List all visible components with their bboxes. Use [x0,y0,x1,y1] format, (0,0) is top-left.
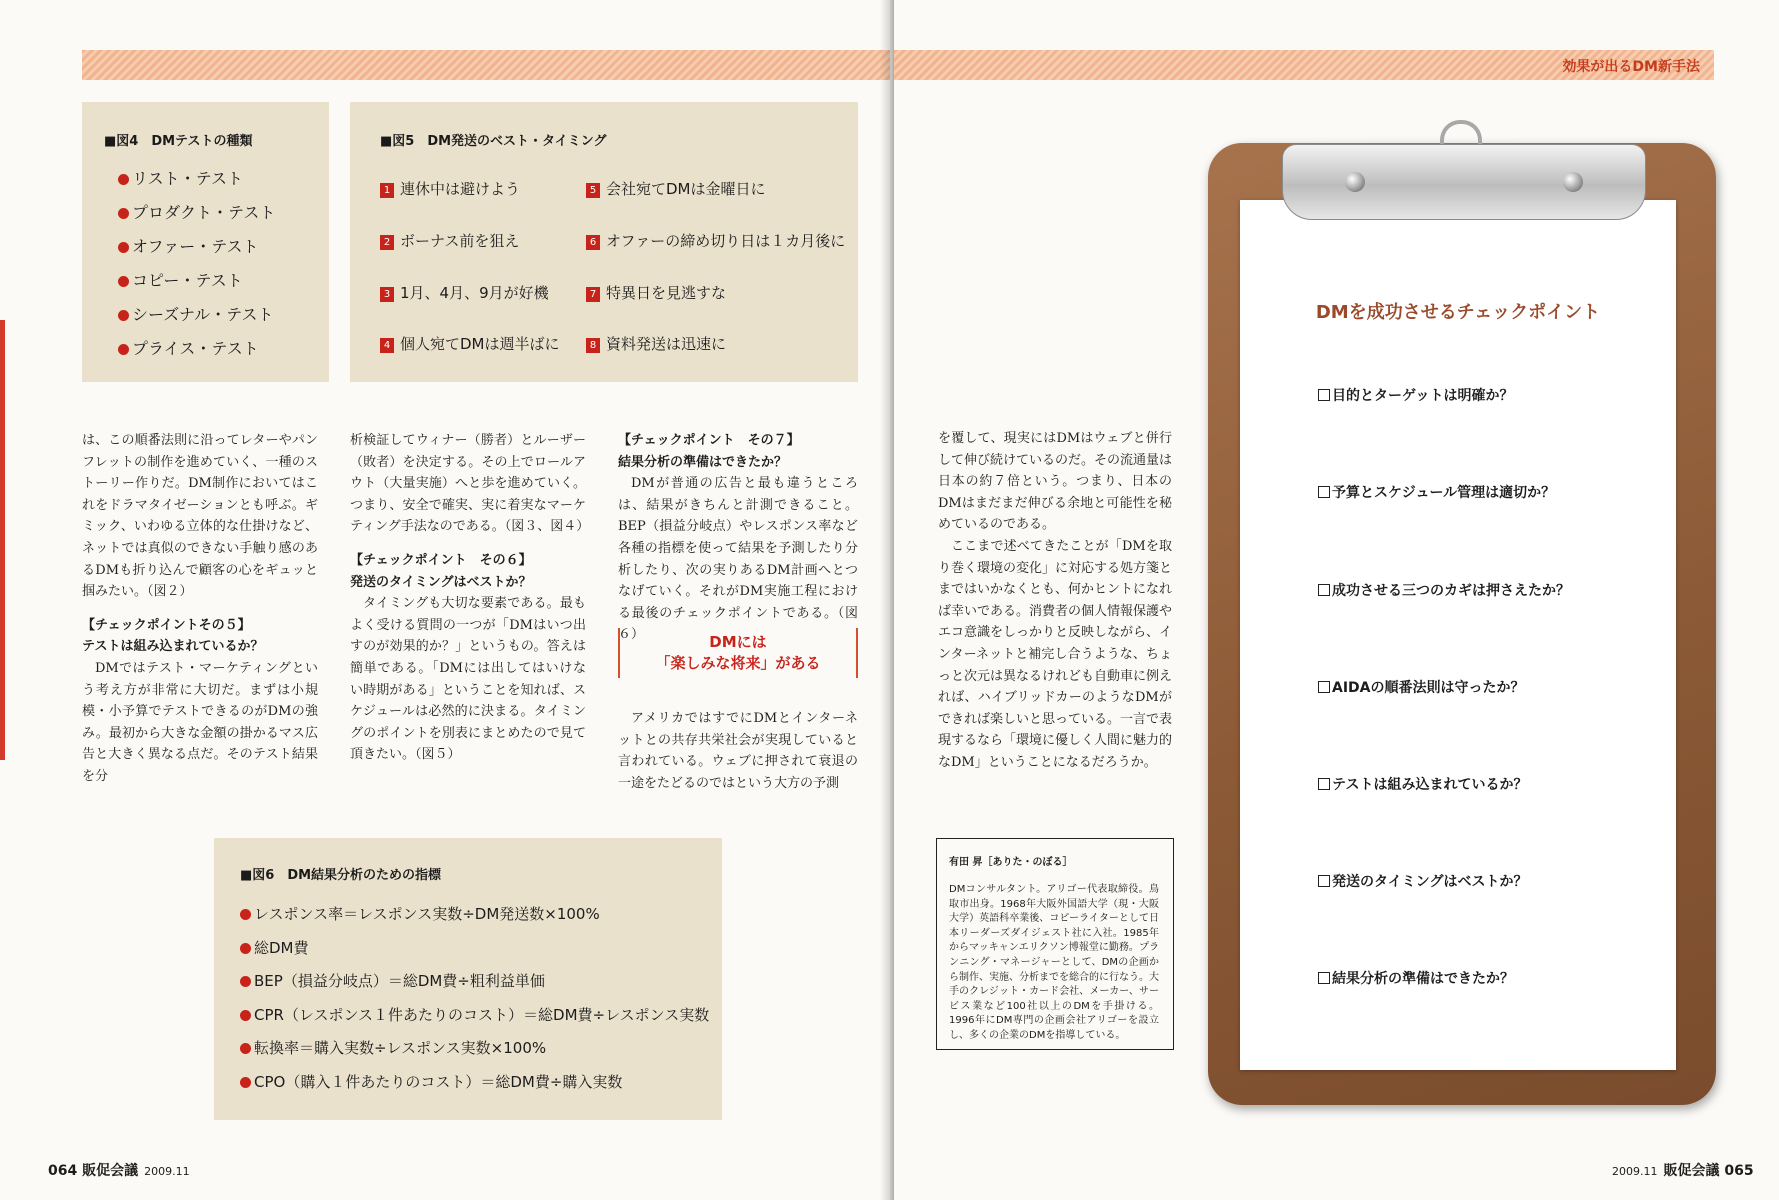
checklist-item: AIDAの順番法則は守ったか？ [1318,677,1525,697]
body-column-1 [82,430,318,788]
list-item: 総DM費 [240,932,709,966]
list-item: コピー・テスト [118,264,275,298]
bullet-icon [240,943,251,954]
timing-item: 6 オファーの締め切り日は１カ月後に [586,230,845,251]
checkbox-icon [1318,875,1330,887]
figure4-list [118,162,275,366]
figure5-box [350,102,858,382]
checkbox-icon [1318,778,1330,790]
rivet-icon [1345,172,1365,192]
page-number: 065 [1724,1163,1754,1179]
page-number: 064 [48,1163,78,1179]
number-badge: 1 [380,183,394,198]
bullet-icon [240,1077,251,1088]
rivet-icon [1563,172,1583,192]
list-item: レスポンス率＝レスポンス実数÷DM発送数×100% [240,898,709,932]
paragraph: ここまで述べてきたことが「DMを取り巻く環境の変化」に対応する処方箋とまではいかなくとも、何かヒントになれば幸いである。消費者の個人情報保護やエコ意識をしっかりと反映しながら、インターネットと補完し合うような、ちょっと次元は異なるけれども自動車に例えれば、ハイブリッドカーのようなDMができれば楽しいと思っている。一言で表現するなら「環境に優しく人間に魅力的なDM」ということになるだろうか。 [938,538,1173,770]
author-name: 有田 昇［ありた・のぼる］ [949,857,1073,868]
section-callout: DMには 「楽しみな将来」がある [618,628,858,678]
author-description: DMコンサルタント。アリゴー代表取締役。鳥取市出身。1968年大阪外国語大学（現・大阪大学）英語科卒業後、コピーライターとして日本リーダーズダイジェスト社に入社。1985年からマッキャンエリクソン博報堂に勤務。プランニング・マネージャーとして、DMの企画から制作、実施、分析までを総合的に行なう。大手のクレジット・カード会社、メーカー、サービス業など100社以上のDMを手掛ける。1996年にDM専門の企画会社アリゴーを設立し、多くの企業のDMを指導している。 [949,884,1159,1041]
list-item: BEP（損益分岐点）＝総DM費÷粗利益単価 [240,965,709,999]
clipboard-clip-icon [1282,144,1646,220]
checkpoint-heading: 【チェックポイント その７】 [618,433,800,448]
issue-date: 2009.11 [144,1165,190,1178]
checklist-item: 結果分析の準備はできたか？ [1318,968,1514,988]
paragraph: DMが普通の広告と最も違うところは、結果がきちんと計測できること。BEP（損益分岐点）やレスポンス率など各種の指標を使って結果を予測したり分析したり、次の実りあるDM計画へとつなげていく。それがDM実施工程における最後のチェックポイントである。（図６） [618,476,858,643]
bullet-icon [240,1010,251,1021]
checklist-item: 成功させる三つのカギは押さえたか？ [1318,580,1570,600]
figure6-box [214,838,722,1120]
list-item: プライス・テスト [118,332,275,366]
number-badge: 4 [380,338,394,353]
list-item: シーズナル・テスト [118,298,275,332]
number-badge: 6 [586,235,600,250]
number-badge: 8 [586,338,600,353]
issue-date: 2009.11 [1612,1165,1658,1178]
figure4-title: ■図4 DMテストの種類 [104,134,253,149]
timing-item: 1 連休中は避けよう [380,178,520,199]
list-item: 転換率＝購入実数÷レスポンス実数×100% [240,1032,709,1066]
timing-item: 3 1月、4月、9月が好機 [380,282,549,303]
clipboard-paper [1240,200,1676,1070]
bullet-icon [118,276,129,287]
number-badge: 7 [586,287,600,302]
bullet-icon [118,208,129,219]
list-item: オファー・テスト [118,230,275,264]
bullet-icon [240,909,251,920]
list-item: プロダクト・テスト [118,196,275,230]
section-tag: 効果が出るDM新手法 [1562,59,1700,75]
paragraph: DMではテスト・マーケティングという考え方が非常に大切だ。まずは小規模・小予算でテストできるのがDMの強み。最初から大きな金額の掛かるマス広告と大きく異なる点だ。そのテスト結果を分 [82,660,318,784]
checkpoint-heading: 【チェックポイント その６】 [350,552,532,568]
header-stripe [894,50,1714,80]
checklist-item: テストは組み込まれているか？ [1318,774,1527,794]
checkbox-icon [1318,972,1330,984]
bullet-icon [118,242,129,253]
timing-item: 4 個人宛てDMは週半ばに [380,333,560,354]
magazine-name: 販促会議 [82,1163,139,1179]
figure4-box [82,102,329,382]
checkbox-icon [1318,389,1330,401]
bullet-icon [240,976,251,987]
list-item: CPO（購入１件あたりのコスト）＝総DM費÷購入実数 [240,1066,709,1100]
checkpoint-subheading: 結果分析の準備はできたか？ [618,454,788,470]
figure6-title: ■図6 DM結果分析のための指標 [240,868,442,883]
timing-item: 5 会社宛てDMは金曜日に [586,178,766,199]
page-footer-right [1606,1160,1754,1180]
magazine-name: 販促会議 [1663,1163,1720,1179]
paragraph: タイミングも大切な要素である。最もよく受ける質問の一つが「DMはいつ出すのが効果的か？」というもの。答えは簡単である。「DMには出してはいけない時期がある」ということを知れば、スケジュールは必然的に決まる。タイミングのポイントを別表にまとめたので見て頂きたい。（図５） [350,596,586,763]
number-badge: 2 [380,235,394,250]
number-badge: 5 [586,183,600,198]
bullet-icon [118,174,129,185]
page-edge-mark [0,320,5,760]
author-bio [936,838,1174,1050]
body-column-3 [618,430,858,794]
checkpoint-subheading: テストは組み込まれているか？ [82,639,264,655]
timing-item: 7 特異日を見逃すな [586,282,726,303]
figure5-title: ■図5 DM発送のベスト・タイミング [380,134,607,149]
body-column-2 [350,430,590,766]
bullet-icon [240,1043,251,1054]
figure6-list [240,898,709,1099]
list-item: CPR（レスポンス１件あたりのコスト）＝総DM費÷レスポンス実数 [240,999,709,1033]
checkbox-icon [1318,486,1330,498]
checklist-item: 目的とターゲットは明確か？ [1318,385,1513,405]
timing-item: 2 ボーナス前を狙え [380,230,519,251]
paragraph: アメリカではすでにDMとインターネットとの共存共栄社会が実現していると言われている。ウェブに押されて衰退の一途をたどるのではという大方の予測 [618,710,858,791]
checklist-item: 予算とスケジュール管理は適切か？ [1318,482,1555,502]
paragraph: を覆して、現実にはDMはウェブと併行して伸び続けているのだ。その流通量は日本の約７倍という。つまり、日本のDMはまだまだ伸びる余地と可能性を秘めているのである。 [938,431,1173,533]
paragraph: は、この順番法則に沿ってレターやパンフレットの制作を進めていく、一種のストーリー作りだ。DM制作においてはこれをドラマタイゼーションとも呼ぶ。ギミック、いわゆる立体的な仕掛けなど、ネットでは真似のできない手触り感のあるDMも折り込んで顧客の心をギュッと掴みたい。（図２） [82,433,318,600]
timing-item: 8 資料発送は迅速に [586,333,726,354]
bullet-icon [118,344,129,355]
number-badge: 3 [380,287,394,302]
checkpoint-heading: 【チェックポイントその５】 [82,617,251,633]
bullet-icon [118,310,129,321]
page-footer-left [48,1160,196,1180]
header-stripe [82,50,890,80]
list-item: リスト・テスト [118,162,275,196]
checkpoint-subheading: 発送のタイミングはベストか？ [350,574,532,590]
checklist-title: DMを成功させるチェックポイント [1315,302,1601,323]
paragraph: 析検証してウィナー（勝者）とルーザー（敗者）を決定する。その上でロールアウト（大量実施）へと歩を進めていく。つまり、安全で確実、実に着実なマーケティング手法なのである。（図３、図４） [350,433,590,535]
checklist-item: 発送のタイミングはベストか？ [1318,871,1527,891]
body-column-4 [938,428,1172,774]
checkbox-icon [1318,584,1330,596]
checkbox-icon [1318,681,1330,693]
